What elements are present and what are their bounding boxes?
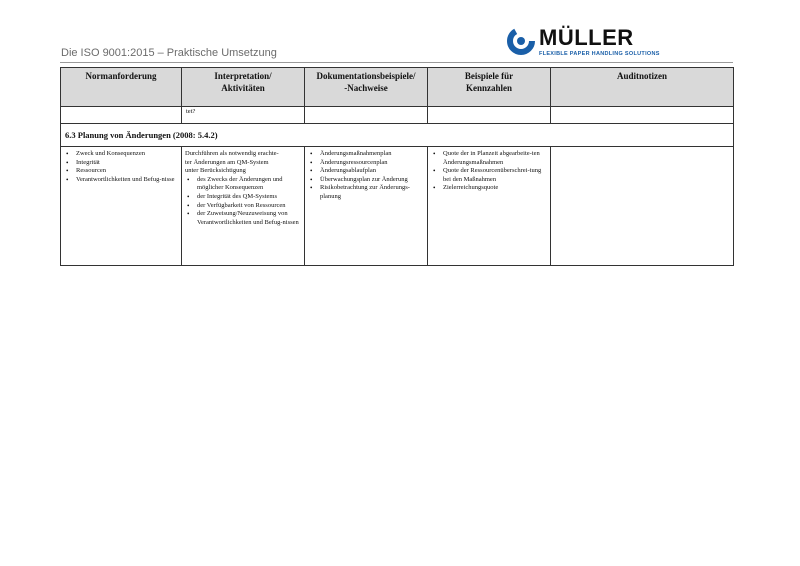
column-header-dokumentation: Dokumentationsbeispiele/ -Nachweise — [305, 68, 428, 107]
list-item: • Risikobetrachtung zur Änderungs-planung — [320, 184, 424, 201]
table-cell — [428, 107, 551, 124]
list-item: • Quote der in Planzeit abgearbeite-ten Änderungsmaßnahmen — [443, 150, 547, 167]
section-row — [61, 124, 734, 147]
column-header-interpretation: Interpretation/ Aktivitäten — [182, 68, 305, 107]
document-title: Die ISO 9001:2015 – Praktische Umsetzung — [61, 47, 277, 59]
column-header-normanforderung: Normanforderung — [61, 68, 182, 107]
logo-tagline: FLEXIBLE PAPER HANDLING SOLUTIONS — [539, 51, 660, 57]
list-item: • Integrität — [76, 159, 178, 168]
table-cell: tet? — [182, 107, 305, 124]
interpretation-intro-line: unter Berücksichtigung — [185, 167, 246, 175]
list-item: • des Zwecks der Änderungen und möglicher Konsequenzen — [197, 176, 301, 193]
section-heading: 6.3 Planung von Änderungen (2008: 5.4.2) — [61, 124, 734, 147]
iso-requirements-table — [60, 67, 734, 266]
company-logo — [506, 25, 660, 60]
header-rule — [60, 62, 733, 63]
list-item: • Verantwortlichkeiten und Befug-nisse — [76, 176, 178, 185]
mueller-logo-mark-icon — [506, 26, 536, 56]
auditnotizen-cell — [551, 147, 734, 266]
table-row — [61, 147, 734, 266]
table-cell — [61, 107, 182, 124]
dokumentation-cell — [305, 147, 428, 266]
list-item: • der Integrität des QM-Systems — [197, 193, 301, 202]
table-header-row — [61, 68, 734, 107]
kennzahlen-cell — [428, 147, 551, 266]
table-cell — [305, 107, 428, 124]
list-item: • Überwachungsplan zur Änderung — [320, 176, 424, 185]
table-cell — [551, 107, 734, 124]
interpretation-intro-line: ter Änderungen am QM-System — [185, 158, 269, 166]
list-item: • der Zuweisung/Neuzuweisung von Verantwortlichkeiten und Befug-nissen — [197, 210, 301, 227]
interpretation-cell — [182, 147, 305, 266]
list-item: • Zielerreichungsquote — [443, 184, 547, 193]
normanforderung-cell — [61, 147, 182, 266]
list-item: • Änderungsablaufplan — [320, 167, 424, 176]
list-item: • Quote der Ressourcenüberschrei-tung bei den Maßnahmen — [443, 167, 547, 184]
interpretation-intro-line: Durchführen als notwendig erachte- — [185, 150, 279, 157]
column-header-auditnotizen: Auditnotizen — [551, 68, 734, 107]
logo-wordmark: MÜLLER — [539, 25, 634, 50]
list-item: • Ressourcen — [76, 167, 178, 176]
list-item: • Änderungsmaßnahmenplan — [320, 150, 424, 159]
continuation-row — [61, 107, 734, 124]
column-header-kennzahlen: Beispiele für Kennzahlen — [428, 68, 551, 107]
list-item: • Änderungsressourcenplan — [320, 159, 424, 168]
list-item: • der Verfügbarkeit von Ressourcen — [197, 202, 301, 211]
list-item: • Zweck und Konsequenzen — [76, 150, 178, 159]
